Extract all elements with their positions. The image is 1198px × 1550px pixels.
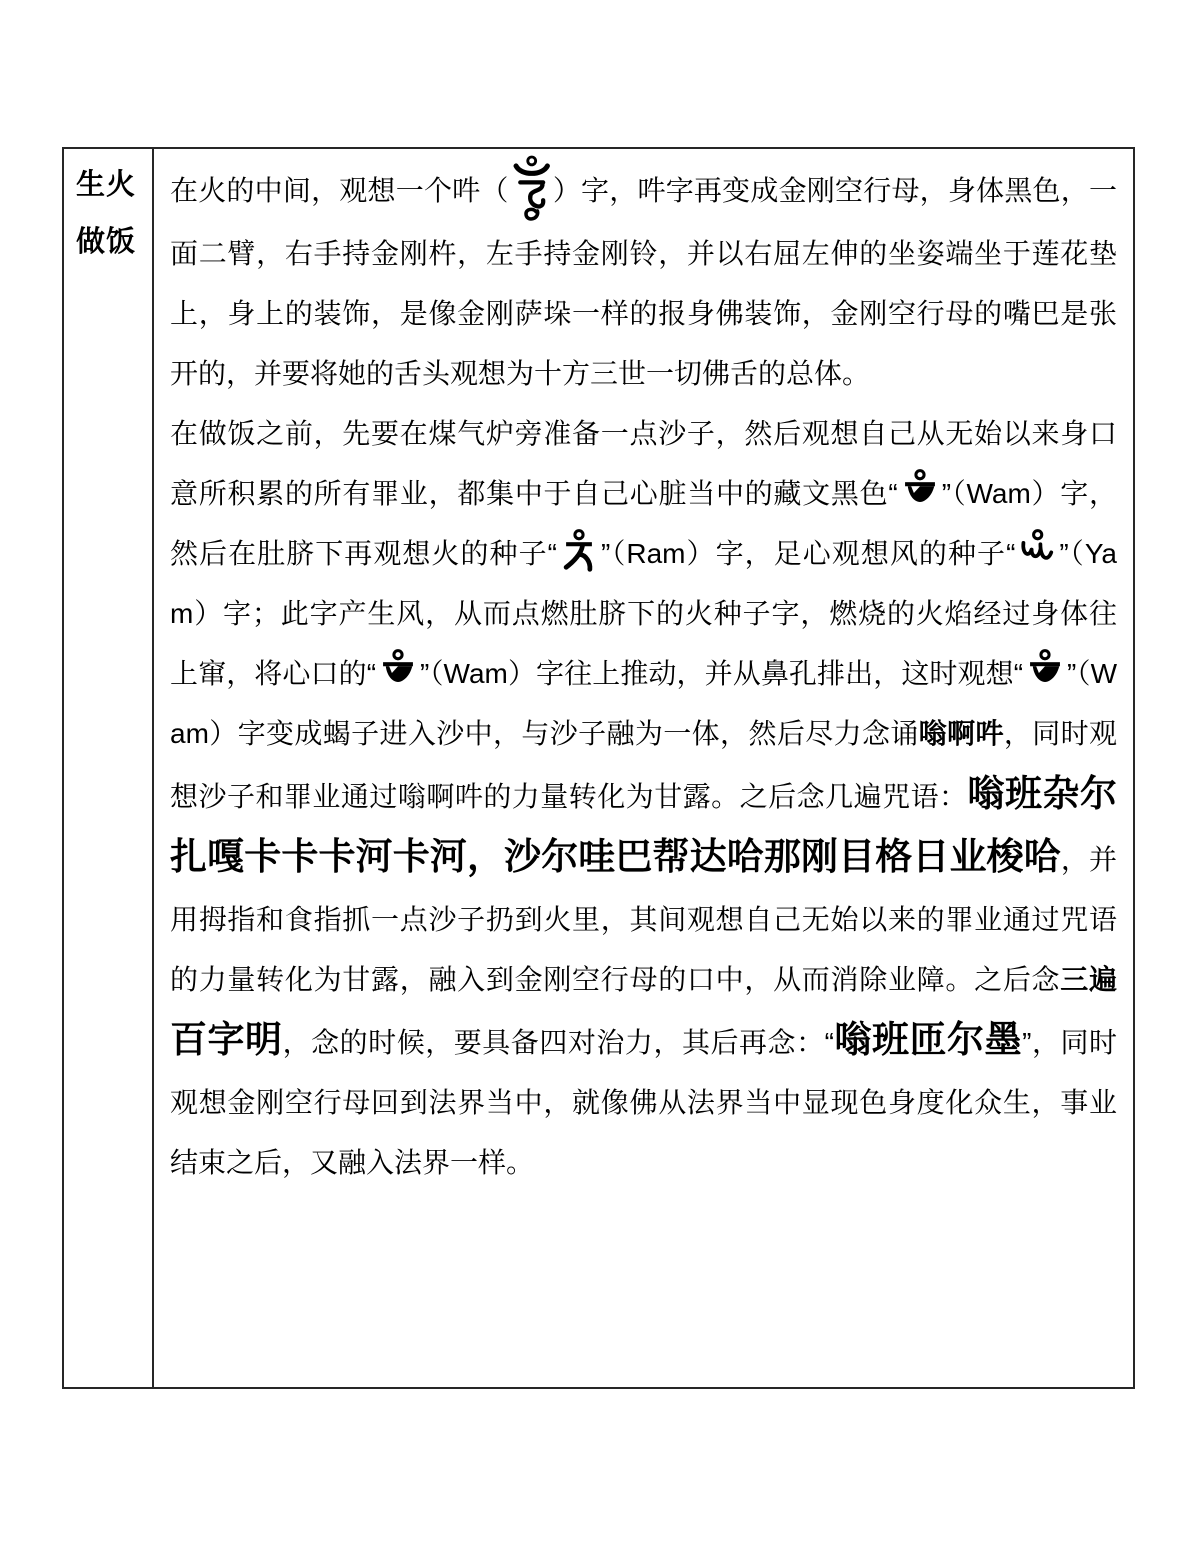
wam-seed-syllable-icon bbox=[1026, 649, 1064, 693]
row-header-label: 生火做饭 bbox=[76, 169, 137, 258]
wam-seed-syllable-icon bbox=[901, 469, 939, 513]
paragraph-visualization bbox=[170, 155, 1117, 404]
mantra-emphasis-text: 嗡啊吽 bbox=[918, 718, 1004, 749]
mantra-emphasis-text: 嗡班匝尔墨 bbox=[833, 1019, 1023, 1060]
body-text: ，念的时候，要具备四对治力，其后再念：“ bbox=[282, 1027, 834, 1058]
body-text: ”（Wam）字往上推动，并从鼻孔排出，这时观想“ bbox=[420, 658, 1024, 689]
body-text: 在火的中间，观想一个吽（ bbox=[170, 175, 509, 206]
mantra-emphasis-text: 三遍 bbox=[1060, 964, 1117, 995]
body-text: ”（Ram）字，足心观想风的种子“ bbox=[600, 538, 1016, 569]
yam-seed-syllable-icon bbox=[1018, 529, 1056, 573]
body-text: ”，同时观想金刚空行母回到法界当中，就像佛从法界当中显现色身度化众生，事业结束之后，又融入法界一样。 bbox=[170, 1027, 1118, 1178]
wam-seed-syllable-icon bbox=[379, 649, 417, 693]
mantra-emphasis-text: 百字明 bbox=[170, 1019, 283, 1060]
paragraph-practice-instructions bbox=[170, 404, 1117, 1193]
row-header-cell bbox=[64, 149, 154, 1387]
body-text: ”（Wam）字，然后在肚脐下再观想火的种子“ bbox=[170, 478, 1117, 569]
body-text: ”（Yam）字；此字产生风，从而点燃肚脐下的火种子字，燃烧的火焰经过身体往上窜，将心口的“ bbox=[170, 538, 1117, 689]
body-text: 在做饭之前，先要在煤气炉旁准备一点沙子，然后观想自己从无始以来身口意所积累的所有罪业，都集中于自己心脏当中的藏文黑色“ bbox=[170, 418, 1117, 509]
body-text: ，并用拇指和食指抓一点沙子扔到火里，其间观想自己无始以来的罪业通过咒语的力量转化为甘露，融入到金刚空行母的口中，从而消除业障。之后念 bbox=[170, 844, 1117, 995]
ram-seed-syllable-icon bbox=[560, 529, 598, 573]
body-text: ”（Wam）字变成蝎子进入沙中，与沙子融为一体，然后尽力念诵 bbox=[170, 658, 1117, 749]
body-text: ，同时观想沙子和罪业通过嗡啊吽的力量转化为甘露。之后念几遍咒语： bbox=[170, 718, 1117, 812]
practice-table bbox=[62, 147, 1135, 1389]
body-text: ）字，吽字再变成金刚空行母，身体黑色，一面二臂，右手持金刚杵，左手持金刚铃，并以右屈左伸的坐姿端坐于莲花垫上，身上的装饰，是像金刚萨垛一样的报身佛装饰，金刚空行母的嘴巴是张开的，并要将她的舌头观想为十方三世一切佛舌的总体。 bbox=[170, 175, 1117, 389]
hum-seed-syllable-icon bbox=[511, 155, 551, 224]
content-cell bbox=[154, 149, 1133, 1387]
mantra-emphasis-text: 嗡班杂尔扎嘎卡卡卡河卡河，沙尔哇巴帮达哈那刚目格日业梭哈 bbox=[170, 773, 1117, 877]
